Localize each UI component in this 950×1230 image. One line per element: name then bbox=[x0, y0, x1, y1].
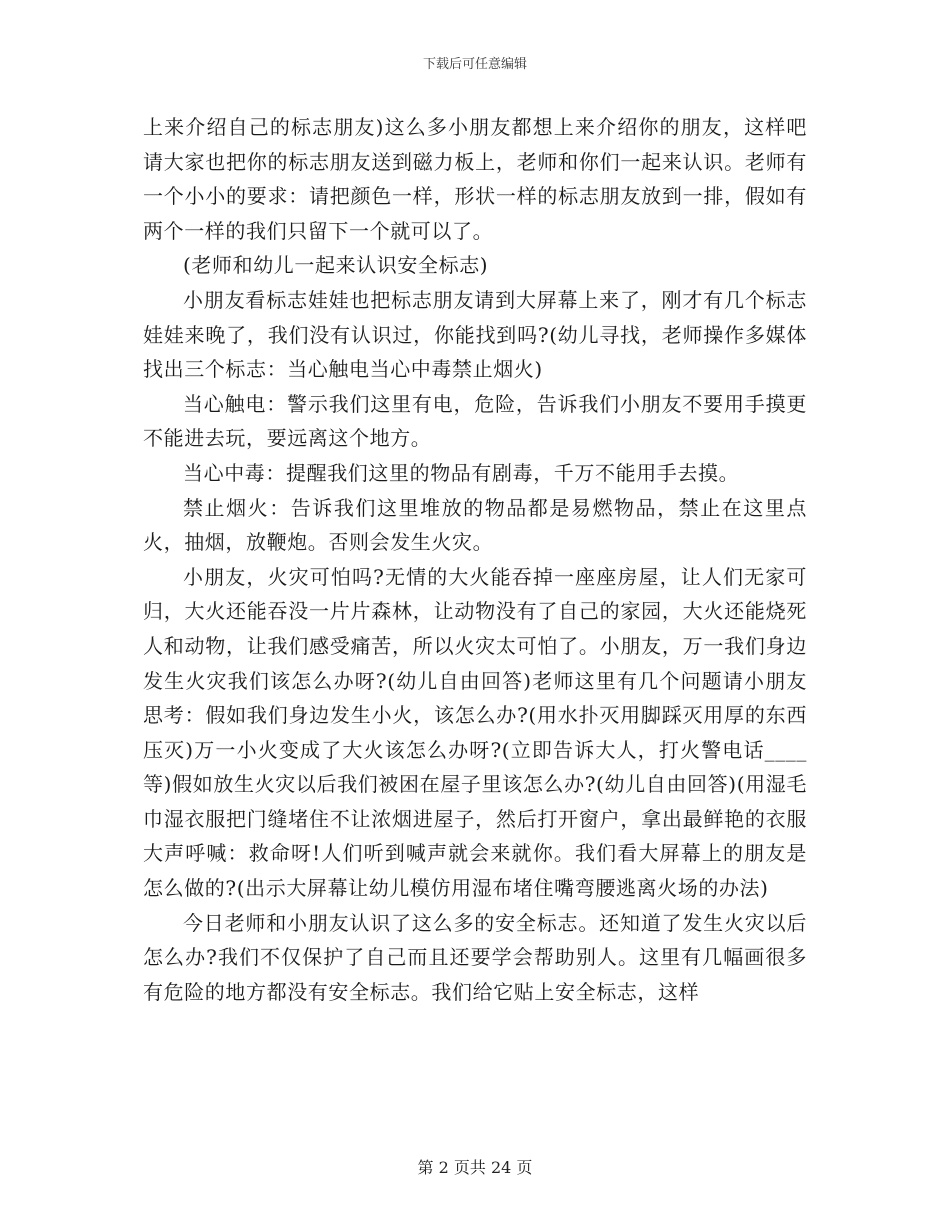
paragraph-electric-shock: 当心触电：警示我们这里有电，危险，告诉我们小朋友不要用手摸更不能进去玩，要远离这个地方。 bbox=[143, 391, 807, 451]
paragraph-summary: 今日老师和小朋友认识了这么多的安全标志。还知道了发生火灾以后怎么办?我们不仅保护了自己而且还要学会帮助别人。这里有几幅画很多有危险的地方都没有安全标志。我们给它贴上安全标志，这样 bbox=[143, 910, 807, 1004]
page-header: 下载后可任意编辑 bbox=[422, 57, 527, 72]
paragraph-intro: 上来介绍自己的标志朋友)这么多小朋友都想上来介绍你的朋友，这样吧请大家也把你的标志朋友送到磁力板上，老师和你们一起来认识。老师有一个小小的要求：请把颜色一样，形状一样的标志朋友放到一排，假如有两个一样的我们只留下一个就可以了。 bbox=[143, 115, 807, 243]
page-number: 第 2 页共 24 页 bbox=[417, 1158, 533, 1177]
paragraph-fire-danger: 小朋友，火灾可怕吗?无情的大火能吞掉一座座房屋，让人们无家可归，大火还能吞没一片片森林，让动物没有了自己的家园，大火还能烧死人和动物，让我们感受痛苦，所以火灾太可怕了。小朋友，万一我们身边发生火灾我们该怎么办呀?(幼儿自由回答)老师这里有几个问题请小朋友思考：假如我们身边发生小火，该怎么办?(用水扑灭用脚踩灭用厚的东西压灭)万一小火变成了大火该怎么办呀?(立即告诉大人，打火警电话____等)假如放生火灾以后我们被困在屋子里该怎么办?(幼儿自由回答)(用湿毛巾湿衣服把门缝堵住不让浓烟进屋子，然后打开窗户，拿出最鲜艳的衣服大声呼喊：救命呀!人们听到喊声就会来就你。我们看大屏幕上的朋友是怎么做的?(出示大屏幕让幼儿模仿用湿布堵住嘴弯腰逃离火场的办法) bbox=[143, 564, 807, 901]
paragraph-no-fire: 禁止烟火：告诉我们这里堆放的物品都是易燃物品，禁止在这里点火，抽烟，放鞭炮。否则会发生火灾。 bbox=[143, 495, 807, 555]
paragraph-activity-note: (老师和幼儿一起来认识安全标志) bbox=[183, 253, 489, 278]
paragraph-find-signs: 小朋友看标志娃娃也把标志朋友请到大屏幕上来了，刚才有几个标志娃娃来晚了，我们没有认识过，你能找到吗?(幼儿寻找，老师操作多媒体找出三个标志：当心触电当心中毒禁止烟火) bbox=[143, 287, 807, 382]
document-body bbox=[143, 110, 807, 1009]
paragraph-poison: 当心中毒：提醒我们这里的物品有剧毒，千万不能用手去摸。 bbox=[183, 460, 740, 485]
